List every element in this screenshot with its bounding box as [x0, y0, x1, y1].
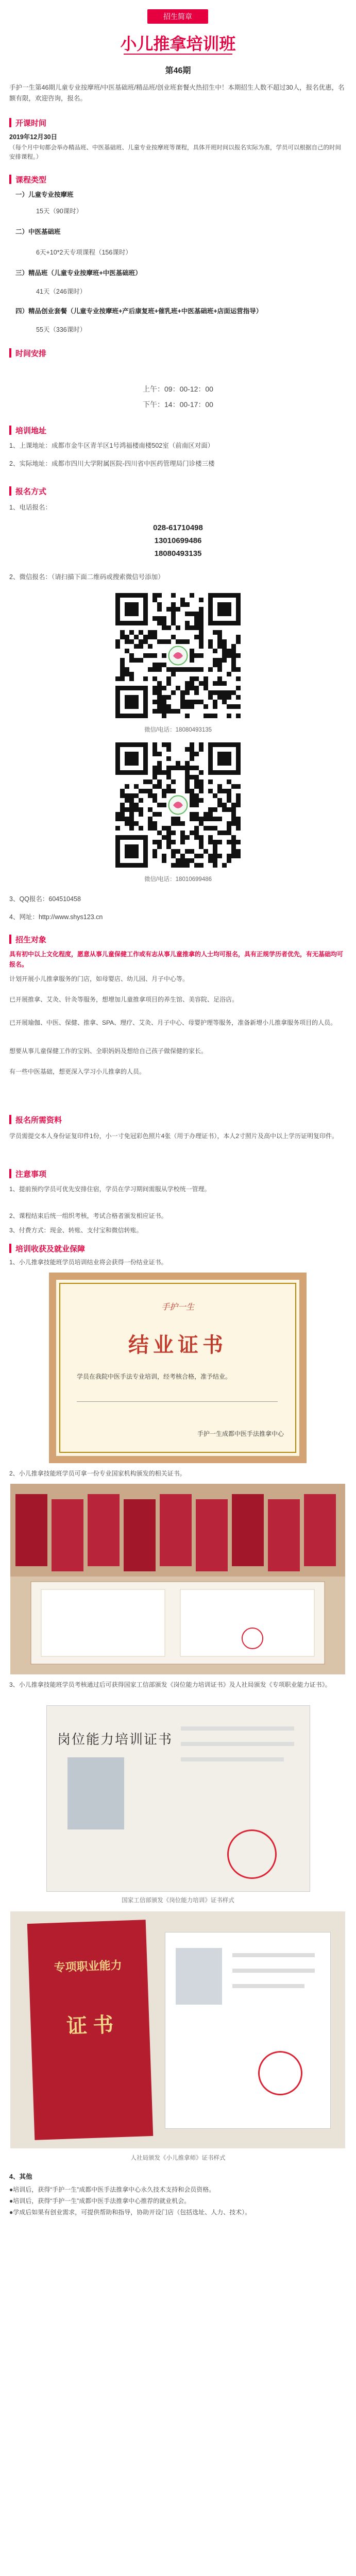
courses-section — [9, 173, 347, 186]
cert-title: 结业证书 — [128, 1333, 227, 1357]
cert-line: 1、小儿推拿技能班学员培训结业将会获得一份结业证书。 — [9, 1259, 167, 1266]
cert-photo — [67, 1757, 124, 1829]
audience-line: 已开展瑜伽、中医、保健、推拿、SPA、理疗、艾灸、月子中心、母婴护理等服务，准备新增小儿推拿服务项目的人员。 — [9, 1019, 337, 1026]
ministry-caption: 国家工信部颁发《岗位能力培训》证书样式 — [122, 1897, 234, 1904]
extra-item: ●培训后，获得“手护一生”成都中医手法推拿中心永久技术支持和会员资格。 — [9, 2186, 215, 2193]
phone-number[interactable]: 18080493135 — [154, 549, 202, 558]
stacked-certificate — [268, 1499, 300, 1571]
stacked-certificate — [15, 1494, 47, 1566]
section-heading — [9, 1167, 347, 1180]
course-days: 6天+10*2天专项课程（156课时） — [36, 249, 132, 256]
stacked-certificate — [160, 1494, 192, 1566]
section-heading — [9, 116, 347, 129]
stacked-certificate — [88, 1494, 120, 1566]
cert-footer: 手护一生成都中医手法推拿中心 — [197, 1430, 284, 1437]
qr-caption: 微信/电话：18010699486 — [144, 876, 212, 883]
qr-code-2[interactable] — [112, 739, 244, 871]
heading-text: 报名方式 — [15, 487, 47, 496]
heading-text: 报名所需资料 — [15, 1116, 62, 1125]
section-heading — [9, 484, 347, 498]
heading-bar — [9, 1169, 11, 1178]
heading-text: 培训收获及就业保障 — [15, 1245, 86, 1253]
cert-text-bar — [232, 1969, 315, 1973]
phone-number[interactable]: 13010699486 — [154, 536, 202, 545]
ministry-cert-title: 岗位能力培训证书 — [57, 1732, 173, 1748]
hr-cert-title: 专项职业能力 — [54, 1958, 123, 1974]
stacked-certificate — [52, 1499, 83, 1571]
recruit-badge: 招生简章 — [147, 9, 208, 24]
phone-label: 1、电话报名： — [9, 504, 52, 511]
contact-section — [9, 484, 347, 498]
hr-caption: 人社局颁发《小儿推拿师》证书样式 — [130, 2155, 226, 2161]
title-underline — [124, 54, 232, 55]
wechat-label: 2、微信报名：（请扫描下面二维码或搜索微信号添加） — [9, 573, 164, 581]
qr-caption: 微信/电话：18080493135 — [144, 727, 212, 733]
heading-text: 开课时间 — [15, 119, 47, 128]
audience-line: 有一些中医基础，想更深入学习小儿推拿的人员。 — [9, 1068, 146, 1075]
audience-section — [9, 933, 347, 946]
cert-photo — [176, 1948, 222, 2005]
audience-line: 想要从事儿童保健工作的宝妈、全职妈妈及想给自己孩子做保健的家长。 — [9, 1047, 208, 1055]
materials-section — [9, 1113, 347, 1126]
section-heading — [9, 346, 347, 360]
heading-bar — [9, 486, 11, 496]
section-heading — [9, 1113, 347, 1126]
time-pm: 下午：14：00-17：00 — [143, 400, 213, 409]
heading-bar — [9, 348, 11, 358]
schedule-note: （每个月中旬都会举办精品班、中医基础班、儿童专业按摩班等课程，具体开班时间以报名实际为准，学员可以根据自己的时间安排课程。） — [9, 145, 341, 160]
cert-text-bar — [232, 1953, 315, 1957]
cert-text-bar — [181, 1757, 284, 1761]
materials-text: 学员需提交本人身份证复印件1份，小一寸免冠彩色照片4张（用于办理证书），本人2寸照片及高中以上学历证明复印件。 — [9, 1132, 338, 1140]
course-days: 41天（246课时） — [36, 288, 87, 295]
extra-item: ●培训后，获得“手护一生”成都中医手法推拿中心推荐的就业机会。 — [9, 2197, 191, 2205]
certs-section — [9, 1242, 347, 1255]
cert-line: 2、小儿推拿技能班学员可拿一份专业国家机构颁发的相关证书。 — [9, 1470, 186, 1477]
section-heading — [9, 933, 347, 946]
notice-item: 3、付费方式：现金、转账、支付宝和微信转账。 — [9, 1227, 143, 1234]
time-section — [9, 346, 347, 360]
course-name: 二）中医基础班 — [15, 228, 61, 235]
cert-line-rule — [77, 1401, 278, 1402]
section-heading — [9, 1242, 347, 1255]
time-am: 上午：09：00-12：00 — [143, 385, 213, 393]
course-name: 一）儿童专业按摩班 — [15, 191, 74, 198]
notice-section — [9, 1167, 347, 1180]
section-heading — [9, 423, 347, 437]
audience-line: 具有初中以上文化程度，愿意从事儿童保健工作或有志从事儿童推拿的人士均可报名，具有正规学历者优先，有无基础均可报名。 — [9, 951, 344, 968]
schedule-section — [9, 116, 347, 129]
certificates-photo — [10, 1484, 345, 1674]
course-name: 四）精品创业套餐（儿童专业按摩班+产后康复班+催乳班+中医基础班+店面运营指导） — [15, 308, 263, 315]
page-title: 小儿推拿培训班 — [120, 35, 236, 53]
ministry-certificate — [46, 1705, 310, 1892]
official-seal — [258, 2051, 302, 2095]
cert-body: 学员在我院中医手法专业培训，经考核合格，准予结业。 — [77, 1373, 232, 1380]
notice-item: 1、提前预约学员可优先安排住宿，学员在学习期间需服从学校统一管理。 — [9, 1185, 211, 1193]
qq-contact[interactable]: 3、QQ报名：604510458 — [9, 895, 81, 903]
stacked-certificate — [124, 1499, 156, 1571]
period-number: 第46期 — [165, 66, 191, 75]
location-item: 1、上课地址：成都市金牛区青羊区1号鸿福楼南楼502室（前南区对面） — [9, 442, 214, 449]
start-date: 2019年12月30日 — [9, 133, 58, 141]
heading-bar — [9, 118, 11, 127]
website-link[interactable]: 4、网址：http://www.shys123.cn — [9, 913, 103, 921]
hr-certificate — [10, 1911, 345, 2148]
extra-item: ●学成后如果有创业需求，可提供帮助和指导，协助开设门店（包括选址、人力、技术）。 — [9, 2209, 251, 2216]
location-section — [9, 423, 347, 437]
hr-cert-sub: 证 书 — [66, 2013, 114, 2038]
course-name: 三）精品班（儿童专业按摩班+中医基础班） — [15, 269, 142, 277]
cert-cover — [27, 1920, 154, 2140]
official-seal — [227, 1829, 277, 1879]
cert-text-bar — [181, 1726, 294, 1731]
section-heading — [9, 173, 347, 186]
heading-bar — [9, 426, 11, 435]
heading-text: 时间安排 — [15, 349, 47, 358]
phone-number[interactable]: 028-61710498 — [153, 523, 203, 532]
course-days: 15天（90课时） — [36, 208, 83, 215]
completion-certificate — [49, 1273, 307, 1463]
notice-item: 2、课程结束后统一组织考核，考试合格者颁发相应证书。 — [9, 1212, 167, 1219]
heading-text: 培训地址 — [15, 427, 47, 435]
heading-text: 课程类型 — [15, 176, 47, 184]
heading-text: 招生对象 — [15, 936, 47, 944]
cert-text-bar — [181, 1742, 294, 1746]
cert-text-bar — [232, 1984, 304, 1988]
stacked-certificate — [304, 1494, 336, 1566]
location-item: 2、实际地址：成都市四川大学附属医院-四川省中医药管理局门诊楼三楼 — [9, 460, 215, 467]
stacked-certificate — [232, 1494, 264, 1566]
audience-line: 计划开展小儿推拿服务的门店，如母婴店、幼儿园、月子中心等。 — [9, 975, 189, 982]
stacked-certificate — [196, 1499, 228, 1571]
heading-bar — [9, 175, 11, 184]
heading-bar — [9, 1115, 11, 1124]
heading-text: 注意事项 — [15, 1170, 47, 1179]
cert-open-page — [165, 1932, 331, 2129]
qr-code-1[interactable] — [112, 590, 244, 721]
heading-bar — [9, 1244, 11, 1253]
course-days: 55天（336课时） — [36, 326, 87, 333]
audience-line: 已开展推拿、艾灸、针灸等服务，想增加儿童推拿项目的养生馆、美容院、足浴店。 — [9, 996, 239, 1003]
extra-heading: 4、其他 — [9, 2173, 32, 2180]
cert-line: 3、小儿推拿技能班学员考核通过后可获得国家工信部颁发《岗位能力培训证书》及人社局颁发《专项职业能力证书》。 — [9, 1681, 331, 1688]
heading-bar — [9, 935, 11, 944]
intro-text: 手护一生第46期儿童专业按摩班/中医基础班/精品班/创业班套餐火热招生中！本期招生人数不超过30人，报名优惠，名额有限，欢迎咨询，报名。 — [9, 84, 345, 102]
cert-brand: 手护一生 — [161, 1302, 194, 1312]
